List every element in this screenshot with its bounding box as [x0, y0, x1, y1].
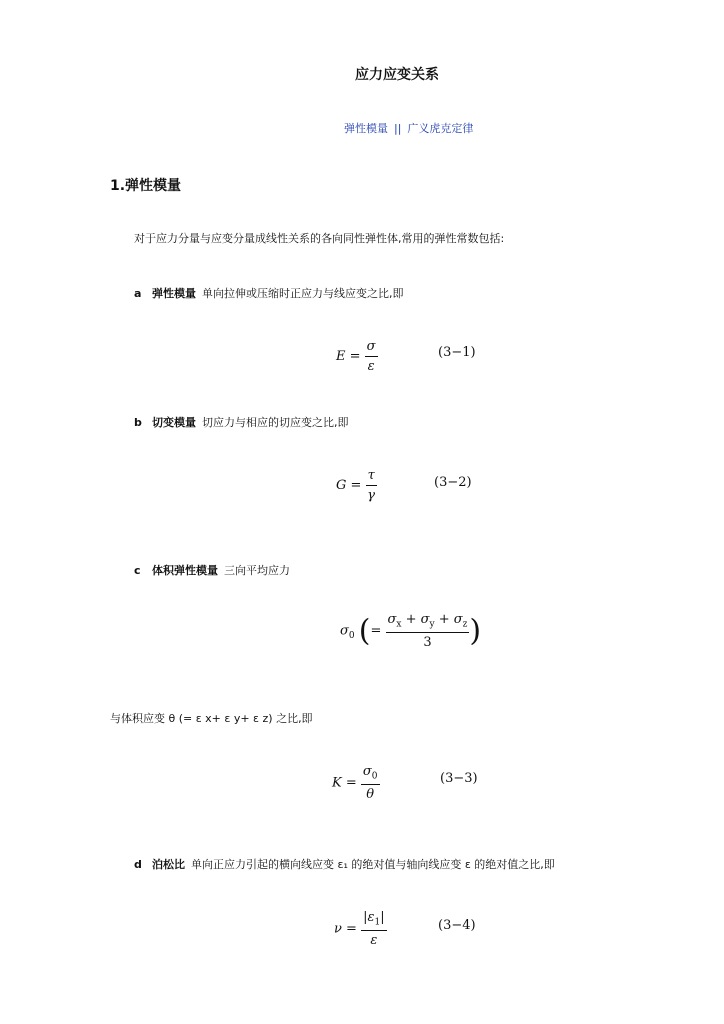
- sigma0-lhs: σ: [340, 623, 349, 639]
- item-d-letter: d: [134, 858, 142, 871]
- eq3-lhs: K =: [332, 775, 357, 791]
- sigma0-lhs-sub: 0: [348, 630, 355, 641]
- sigma0-eq: =: [370, 623, 382, 639]
- eq3-num: σ: [362, 764, 372, 779]
- eq2-number: (3−2): [434, 475, 472, 490]
- item-c-desc: 三向平均应力: [224, 564, 290, 577]
- equation-sigma0: [340, 612, 481, 650]
- sigma0-fraction: $\frac{\sigma_x + \sigma_y + \sigma_z}{3}$: [387, 612, 468, 650]
- eq4-num: ε: [367, 910, 375, 925]
- equation-3-4: [334, 910, 387, 948]
- nav-links: [344, 120, 473, 136]
- equation-3-3: [332, 764, 380, 802]
- item-b-desc: 切应力与相应的切应变之比,即: [202, 416, 349, 429]
- sigma0-num-z: σ: [453, 612, 463, 627]
- item-c: [134, 562, 290, 578]
- item-a-desc: 单向拉伸或压缩时正应力与线应变之比,即: [202, 287, 404, 300]
- nav-link-elastic-modulus[interactable]: 弹性模量: [344, 122, 388, 135]
- eq2-lhs: G =: [336, 478, 362, 493]
- eq1-number: (3−1): [438, 345, 476, 360]
- right-paren: ): [469, 613, 482, 649]
- page-title: 应力应变关系: [355, 67, 439, 83]
- nav-link-hooke-law[interactable]: 广义虎克定律: [407, 122, 474, 135]
- eq4-number: (3−4): [438, 918, 476, 933]
- sigma0-num-y: σ: [420, 612, 430, 627]
- nav-separator: ||: [394, 122, 402, 135]
- item-a-letter: a: [134, 287, 142, 300]
- item-d-term: 泊松比: [152, 858, 185, 871]
- item-c-letter: c: [134, 564, 141, 577]
- item-b-letter: b: [134, 416, 142, 429]
- eq3-den: θ: [366, 786, 375, 802]
- intro-paragraph: 对于应力分量与应变分量成线性关系的各向同性弹性体,常用的弹性常数包括:: [134, 232, 505, 245]
- item-b: [134, 414, 349, 430]
- item-a: [134, 285, 404, 301]
- sigma0-num-x: σ: [387, 612, 397, 627]
- eq2-num: τ: [367, 468, 375, 483]
- eq4-den: ε: [370, 932, 378, 948]
- eq3-number: (3−3): [440, 771, 478, 786]
- item-b-term: 切变模量: [152, 416, 196, 429]
- eq4-fraction: $\frac{|\varepsilon_1|}{\varepsilon}$: [363, 910, 385, 948]
- eq4-num-sub: 1: [374, 917, 381, 928]
- eq1-den: ε: [367, 359, 375, 374]
- section-heading: 1.弹性模量: [110, 178, 182, 194]
- item-d: [134, 856, 555, 872]
- eq3-num-sub: 0: [371, 771, 378, 782]
- volume-strain-text: 与体积应变 θ (= ε x+ ε y+ ε z) 之比,即: [110, 712, 313, 725]
- item-d-desc: 单向正应力引起的横向线应变 ε₁ 的绝对值与轴向线应变 ε 的绝对值之比,即: [191, 858, 555, 871]
- eq1-num: σ: [366, 339, 376, 354]
- left-paren: (: [358, 613, 371, 649]
- eq3-fraction: [361, 764, 380, 802]
- eq1-lhs: E =: [336, 349, 361, 364]
- eq4-lhs: ν =: [334, 921, 357, 937]
- eq2-den: γ: [367, 488, 376, 503]
- eq1-fraction: [365, 339, 378, 374]
- equation-3-2: [336, 468, 377, 503]
- item-c-term: 体积弹性模量: [152, 564, 218, 577]
- equation-3-1: [336, 339, 378, 374]
- item-a-term: 弹性模量: [152, 287, 196, 300]
- eq2-fraction: [366, 468, 377, 503]
- sigma0-den: 3: [423, 634, 432, 650]
